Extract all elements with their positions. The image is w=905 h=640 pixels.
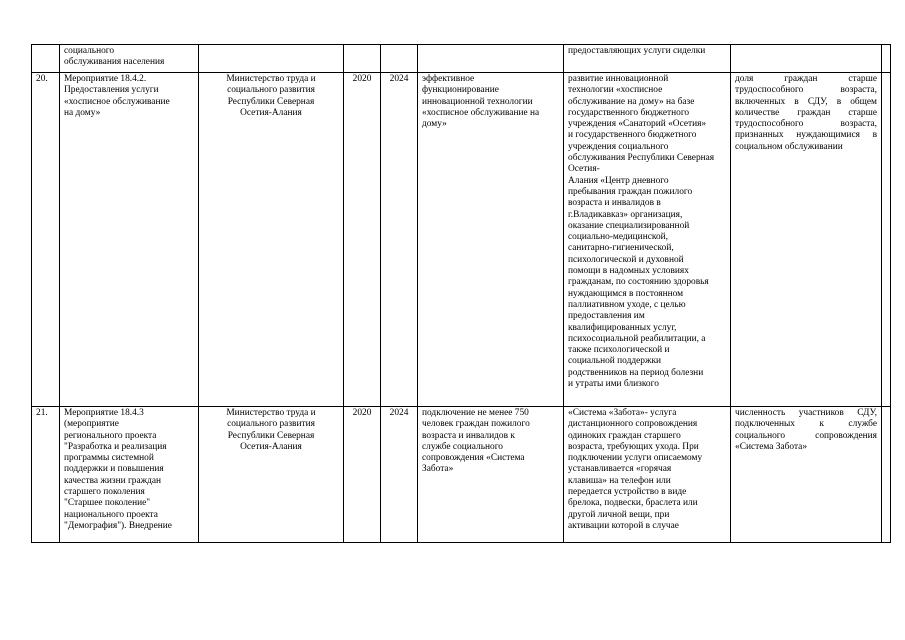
year-start-cell: 2020 — [344, 73, 381, 407]
executor-cell: Министерство труда и социального развития Республики Северная Осетия-Алания — [199, 73, 344, 407]
description-cell: предоставляющих услуги сиделки — [564, 45, 731, 73]
executor-cell: Министерство труда и социального развития Республики Северная Осетия-Алания — [199, 407, 344, 543]
year-end-cell: 2024 — [381, 407, 418, 543]
indicator-cell: численность участников СДУ, подключенных к службе социального сопровождения «Система Забота» — [731, 407, 882, 543]
last-column-cell — [882, 45, 891, 73]
year-start-cell — [344, 45, 381, 73]
executor-cell — [199, 45, 344, 73]
indicator-cell — [731, 45, 882, 73]
row-number-cell — [32, 45, 60, 73]
expected-result-cell: подключение не менее 750 человек граждан пожилого возраста и инвалидов к службе социального сопровождения «Система Забота» — [418, 407, 564, 543]
expected-result-cell: эффективное функционирование инновационной технологии «хосписное обслуживание на дому» — [418, 73, 564, 407]
table-row-21 — [32, 407, 891, 543]
description-cell: «Система «Забота»- услуга дистанционного сопровождения одиноких граждан старшего возраста, требующих ухода. При подключении услуги описаемому устанавливается «горячая клавиша» на телефон или передается устройство в виде брелока, подвески, браслета или другой личной вещи, при активации которой в случае — [564, 407, 731, 543]
year-start-cell: 2020 — [344, 407, 381, 543]
document-table — [31, 44, 891, 543]
measure-name-cell: Мероприятие 18.4.2. Предоставления услуги «хосписное обслуживание на дому» — [60, 73, 199, 407]
row-number-cell: 20. — [32, 73, 60, 407]
year-end-cell: 2024 — [381, 73, 418, 407]
measure-name-cell: Мероприятие 18.4.3 (мероприятие регионального проекта "Разработка и реализация программы системной поддержки и повышения качества жизни граждан старшего поколения "Старшее поколение" национального проекта "Демография"). Внедрение — [60, 407, 199, 543]
table-row-continued — [32, 45, 891, 73]
description-cell: развитие инновационной технологии «хосписное обслуживание на дому» на базе государственного бюджетного учреждения «Санаторий «Осетия» и государственного бюджетного учреждения социального обслуживания Республики Северная Осетия- Алания «Центр дневного пребывания граждан пожилого возраста и инвалидов в г.Владикавказ» организация, оказание специализированной социально-медицинской, санитарно-гигиенической, психологической и духовной помощи в надомных условиях гражданам, по состоянию здоровья нуждающимся в постоянном паллиативном уходе, с целью предоставления им квалифицированных услуг, психосоциальной реабилитации, а также психологической и социальной поддержки родственников на период болезни и утраты ими близкого — [564, 73, 731, 407]
indicator-cell: доля граждан старше трудоспособного возраста, включенных в СДУ, в общем количестве граждан старше трудоспособного возраста, признанных нуждающимися в социальном обслуживании — [731, 73, 882, 407]
row-number-cell: 21. — [32, 407, 60, 543]
last-column-cell — [882, 73, 891, 407]
year-end-cell — [381, 45, 418, 73]
table-row-20 — [32, 73, 891, 407]
last-column-cell — [882, 407, 891, 543]
expected-result-cell — [418, 45, 564, 73]
measure-name-cell: социального обслуживания населения — [60, 45, 199, 73]
